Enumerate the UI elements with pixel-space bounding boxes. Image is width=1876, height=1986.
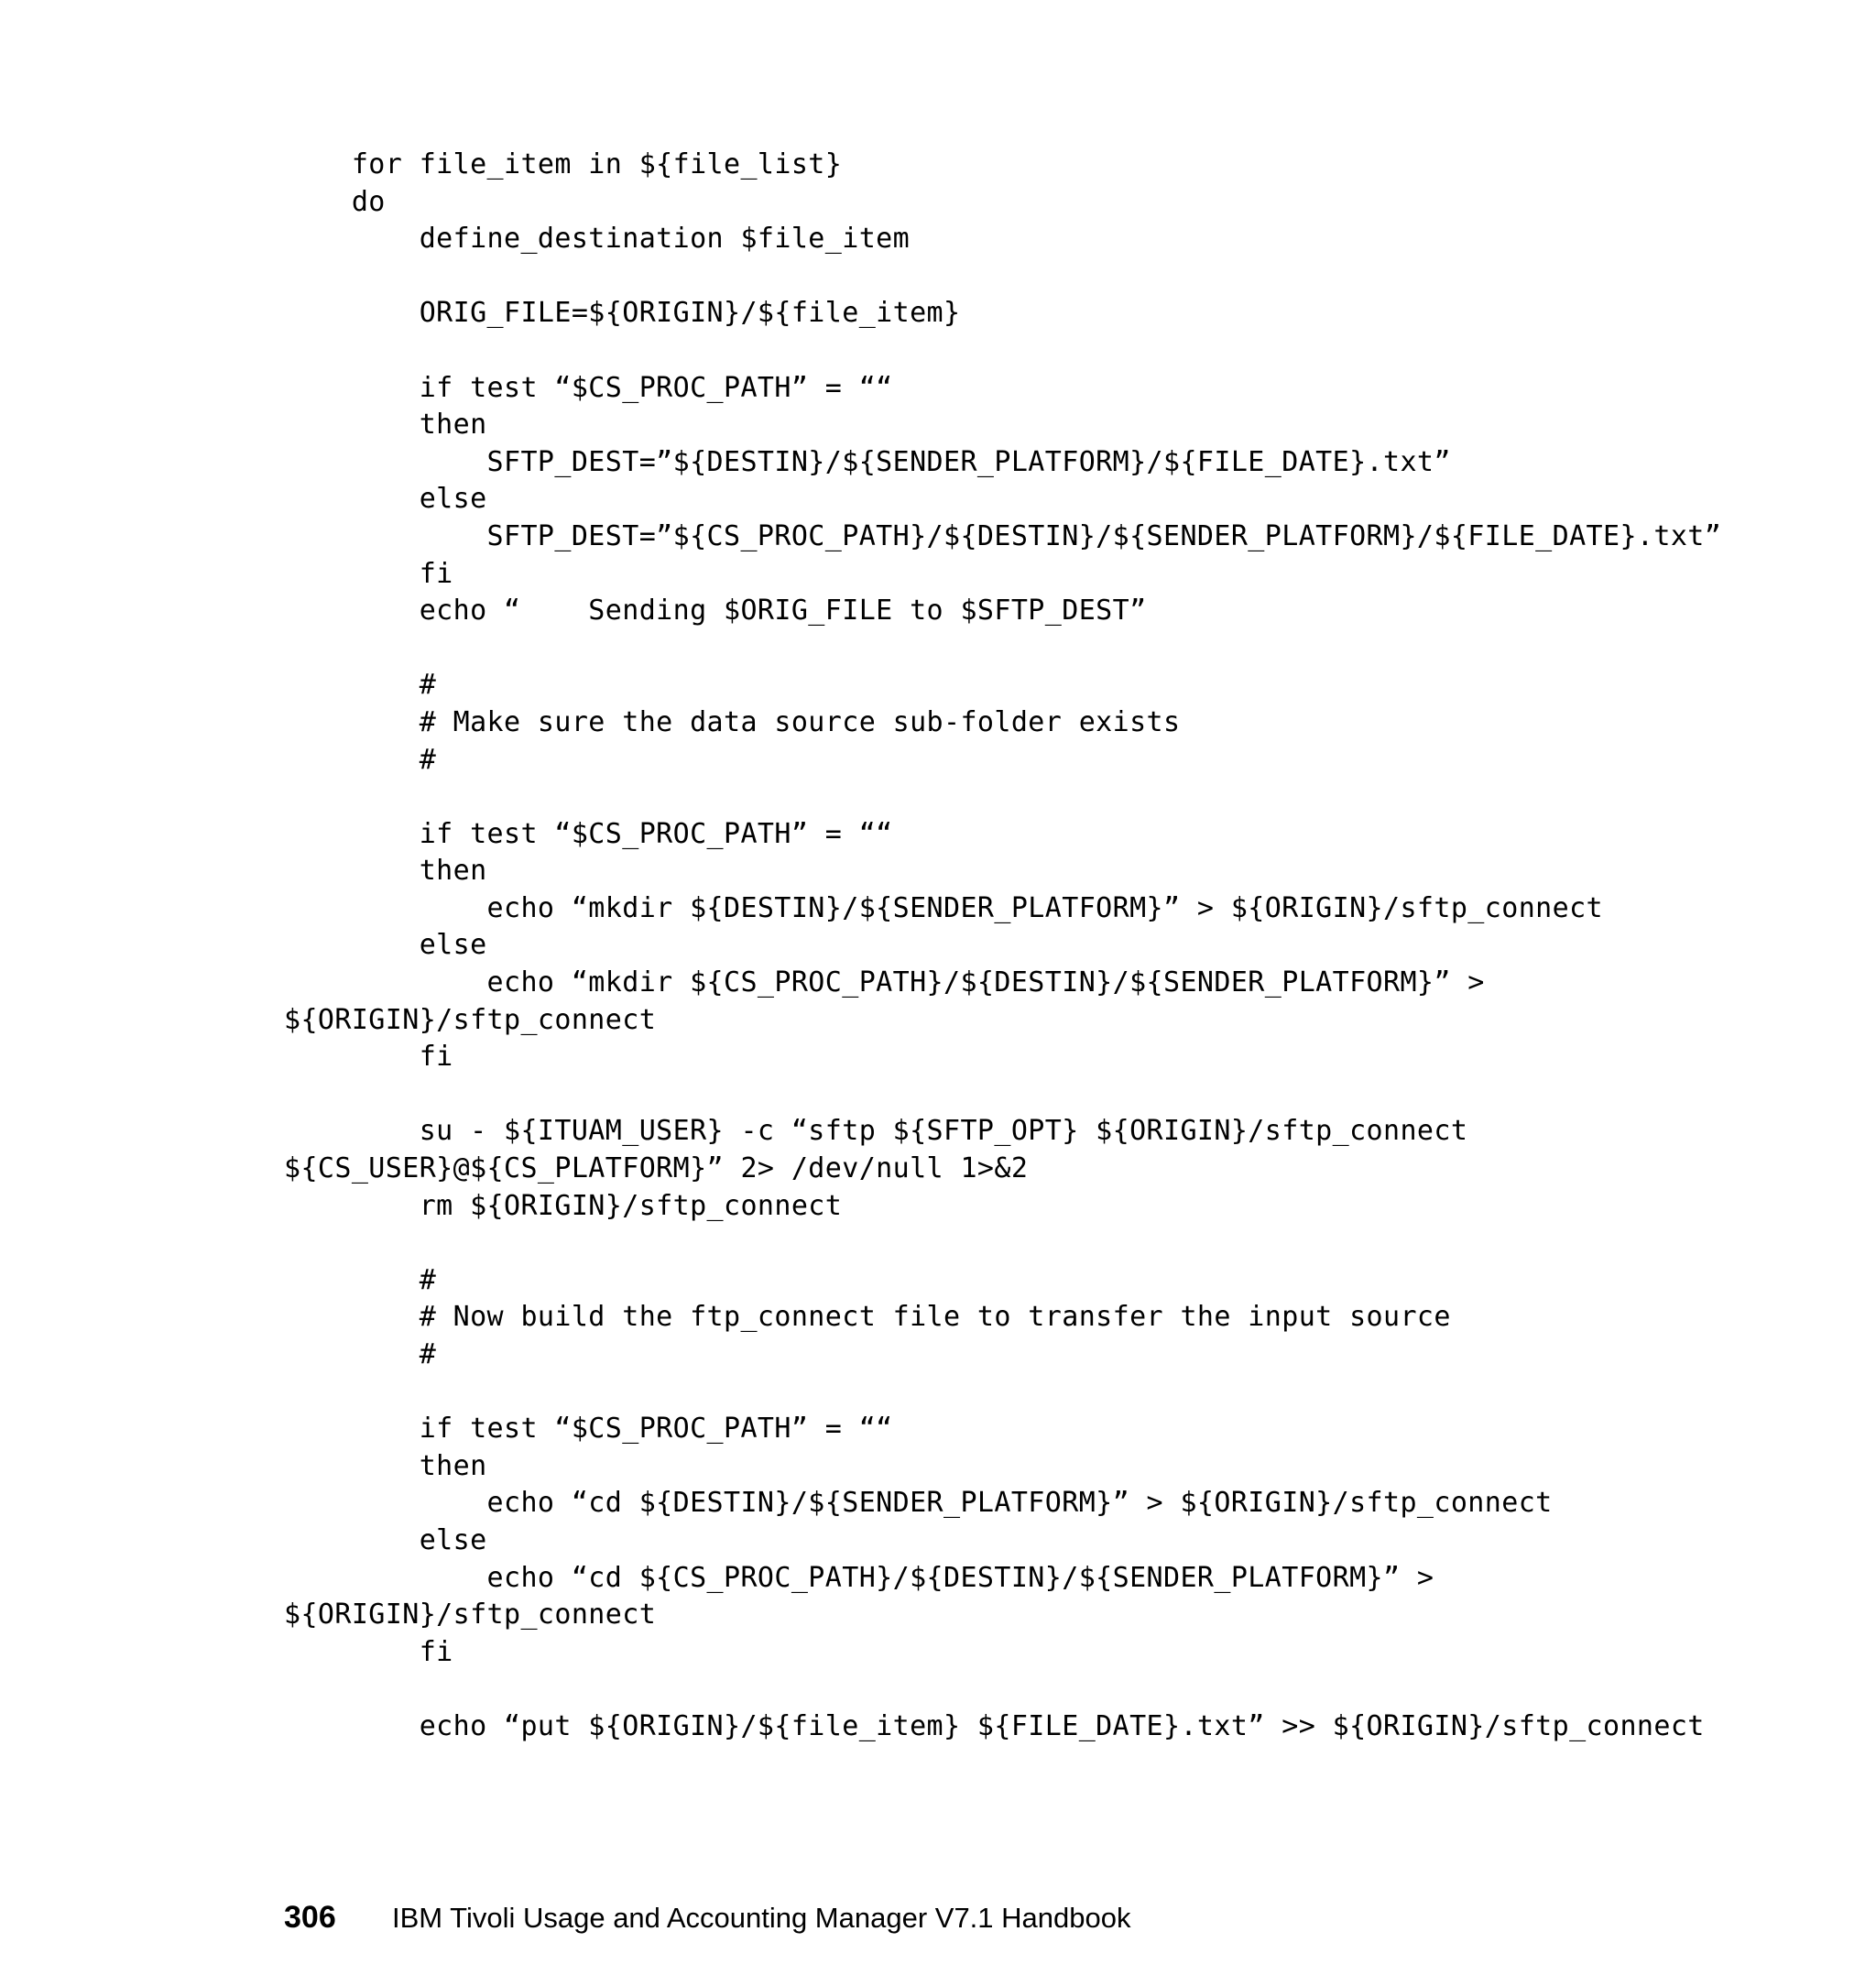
code-line: echo “put ${ORIGIN}/${file_item} ${FILE_DATE}.txt” >> ${ORIGIN}/sftp_connect bbox=[284, 1709, 1705, 1742]
code-line: # bbox=[284, 743, 437, 776]
code-line: su - ${ITUAM_USER} -c “sftp ${SFTP_OPT} ${ORIGIN}/sftp_connect bbox=[284, 1115, 1468, 1148]
code-line: # bbox=[284, 1263, 437, 1296]
code-line: # bbox=[284, 1338, 437, 1370]
code-line: ORIG_FILE=${ORIGIN}/${file_item} bbox=[284, 297, 961, 330]
code-line: if test “$CS_PROC_PATH” = ““ bbox=[284, 817, 893, 850]
code-line: echo “mkdir ${CS_PROC_PATH}/${DESTIN}/${SENDER_PLATFORM}” > bbox=[284, 966, 1485, 999]
code-line bbox=[284, 333, 1841, 370]
code-line: # bbox=[284, 669, 437, 702]
code-line: define_destination $file_item bbox=[284, 223, 911, 256]
code-line bbox=[284, 1374, 1841, 1412]
code-line bbox=[284, 779, 1841, 816]
code-line bbox=[284, 1076, 1841, 1114]
code-line bbox=[284, 1225, 1841, 1262]
page-number: 306 bbox=[284, 1900, 336, 1935]
code-line: rm ${ORIGIN}/sftp_connect bbox=[284, 1189, 843, 1222]
code-line: ${ORIGIN}/sftp_connect bbox=[284, 1003, 657, 1036]
code-line: echo “ Sending $ORIG_FILE to $SFTP_DEST” bbox=[284, 595, 1147, 627]
code-line: then bbox=[284, 855, 487, 888]
code-line: if test “$CS_PROC_PATH” = ““ bbox=[284, 371, 893, 404]
code-line: else bbox=[284, 483, 487, 516]
code-line: echo “cd ${CS_PROC_PATH}/${DESTIN}/${SENDER_PLATFORM}” > bbox=[284, 1561, 1434, 1594]
code-line: for file_item in ${file_list} bbox=[284, 148, 843, 180]
code-line: then bbox=[284, 1449, 487, 1482]
code-line: SFTP_DEST=”${CS_PROC_PATH}/${DESTIN}/${SENDER_PLATFORM}/${FILE_DATE}.txt” bbox=[284, 519, 1722, 552]
code-line bbox=[284, 630, 1841, 668]
code-line: fi bbox=[284, 1635, 453, 1668]
code-line: do bbox=[284, 185, 386, 218]
code-line: if test “$CS_PROC_PATH” = ““ bbox=[284, 1413, 893, 1446]
code-line: fi bbox=[284, 1041, 453, 1074]
code-line: else bbox=[284, 1523, 487, 1556]
code-line: then bbox=[284, 409, 487, 442]
code-listing bbox=[284, 147, 1841, 1746]
code-line: fi bbox=[284, 557, 453, 590]
code-line: SFTP_DEST=”${DESTIN}/${SENDER_PLATFORM}/${FILE_DATE}.txt” bbox=[284, 445, 1451, 478]
code-line: echo “cd ${DESTIN}/${SENDER_PLATFORM}” > ${ORIGIN}/sftp_connect bbox=[284, 1487, 1553, 1520]
code-line bbox=[284, 1671, 1841, 1708]
code-line: ${ORIGIN}/sftp_connect bbox=[284, 1599, 657, 1631]
code-line: echo “mkdir ${DESTIN}/${SENDER_PLATFORM}” > ${ORIGIN}/sftp_connect bbox=[284, 891, 1603, 924]
code-line: else bbox=[284, 929, 487, 962]
code-line: ${CS_USER}@${CS_PLATFORM}” 2> /dev/null 1>&2 bbox=[284, 1152, 1029, 1185]
book-title: IBM Tivoli Usage and Accounting Manager V7.1 Handbook bbox=[392, 1902, 1131, 1934]
code-line: # Now build the ftp_connect file to transfer the input source bbox=[284, 1301, 1451, 1334]
page-footer bbox=[284, 1899, 1130, 1937]
code-line bbox=[284, 258, 1841, 296]
code-line: # Make sure the data source sub-folder exists bbox=[284, 705, 1181, 738]
